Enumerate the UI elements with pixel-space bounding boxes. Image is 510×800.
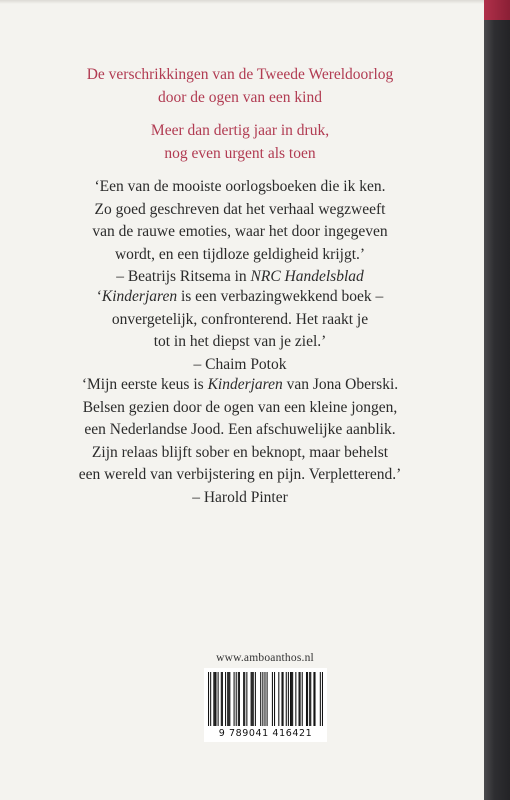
quote-text: van Jona Oberski. <box>282 376 399 393</box>
barcode-bar <box>290 672 291 726</box>
quote-line: Belsen gezien door de ogen van een kleine jongen, <box>82 398 398 416</box>
attribution-name: – Beatrijs Ritsema in <box>116 268 251 285</box>
quote-pinter <box>20 374 460 509</box>
quote-line: een Nederlandse Jood. Een afschuwelijke aanblik. <box>84 421 396 438</box>
barcode-bars <box>208 672 323 726</box>
barcode-bar <box>264 672 265 726</box>
barcode-bar <box>215 672 216 726</box>
barcode-bar <box>310 672 311 726</box>
tagline-line: Meer dan dertig jaar in druk, <box>150 122 330 139</box>
barcode-bar <box>225 672 226 726</box>
barcode-bar <box>246 672 247 726</box>
barcode-bar <box>238 672 239 726</box>
barcode-bar <box>286 672 287 726</box>
barcode-bar <box>210 672 211 726</box>
quote-line <box>20 374 460 397</box>
quote-line: ‘Kinderjaren is een verbazingwekkend boek – <box>96 288 384 305</box>
barcode-bar <box>302 672 303 726</box>
quote-text: ‘Mijn eerste keus is <box>81 376 208 393</box>
top-edge <box>0 0 484 4</box>
attribution-source: NRC Handelsblad <box>250 268 364 285</box>
quote-potok <box>20 286 460 376</box>
barcode-bar <box>252 672 253 726</box>
quote-text: is een verbazingwekkend boek – <box>177 288 384 305</box>
barcode-bar <box>234 672 235 726</box>
barcode-bar <box>322 672 323 726</box>
barcode-bar <box>295 672 296 726</box>
barcode-bar <box>214 672 215 726</box>
quote-line: wordt, en een tijdloze geldigheid krijgt.’ <box>114 245 366 263</box>
quote-line: tot in het diepst van je ziel.’ <box>153 333 327 350</box>
barcode-bar <box>253 672 254 726</box>
quote-attribution: – Harold Pinter <box>192 488 288 506</box>
tagline-line: nog even urgent als toen <box>164 144 316 162</box>
tagline-line: De verschrikkingen van de Tweede Wereldoorlog <box>86 66 394 83</box>
barcode <box>204 668 327 742</box>
tagline-2 <box>20 120 460 165</box>
barcode-bar <box>228 672 229 726</box>
barcode-bar <box>262 672 263 726</box>
quote-line: Zijn relaas blijft sober en beknopt, maar behelst <box>91 443 389 461</box>
quote-line: van de rauwe emoties, waar het door ingegeven <box>92 223 388 240</box>
barcode-bar <box>243 672 244 726</box>
barcode-bar <box>307 672 308 726</box>
barcode-bar <box>320 672 321 726</box>
barcode-bar <box>313 672 314 726</box>
barcode-bar <box>251 672 252 726</box>
barcode-bar <box>229 672 230 726</box>
barcode-bar <box>227 672 228 726</box>
book-spine <box>484 0 510 800</box>
book-title: Kinderjaren <box>207 376 283 393</box>
quote-attribution: – Chaim Potok <box>193 355 287 373</box>
isbn-number: 9 789041 416421 <box>218 728 313 739</box>
quote-line: een wereld van verbijstering en pijn. Verpletterend.’ <box>78 466 402 483</box>
barcode-bar <box>213 672 214 726</box>
barcode-bar <box>281 672 282 726</box>
publisher-website: www.amboanthos.nl <box>216 652 314 664</box>
barcode-bar <box>208 672 209 726</box>
barcode-bar <box>255 672 256 726</box>
quote-line: ‘Een van de mooiste oorlogsboeken die ik ken. <box>94 178 386 195</box>
barcode-bar <box>309 672 310 726</box>
book-title: Kinderjaren <box>101 288 178 305</box>
barcode-bar <box>278 672 279 726</box>
barcode-bar <box>222 672 223 726</box>
barcode-bar <box>218 672 219 726</box>
barcode-bar <box>292 672 293 726</box>
quote-line: Zo goed geschreven dat het verhaal wegzweeft <box>94 200 386 218</box>
barcode-bar <box>274 672 275 726</box>
barcode-bar <box>236 672 237 726</box>
barcode-bar <box>267 672 268 726</box>
barcode-bar <box>299 672 300 726</box>
barcode-bar <box>314 672 315 726</box>
barcode-bar <box>239 672 240 726</box>
barcode-bar <box>260 672 261 726</box>
tagline-1 <box>20 64 460 109</box>
barcode-bar <box>272 672 273 726</box>
quote-line: onvergetelijk, confronterend. Het raakt je <box>111 310 369 328</box>
barcode-bar <box>288 672 289 726</box>
barcode-bar <box>306 672 307 726</box>
barcode-bar <box>221 672 222 726</box>
barcode-bar <box>244 672 245 726</box>
quote-ritsema <box>20 176 460 289</box>
barcode-bar <box>300 672 301 726</box>
spine-accent <box>484 0 510 20</box>
barcode-bar <box>283 672 284 726</box>
barcode-bar <box>291 672 292 726</box>
tagline-line: door de ogen van een kind <box>158 88 322 106</box>
